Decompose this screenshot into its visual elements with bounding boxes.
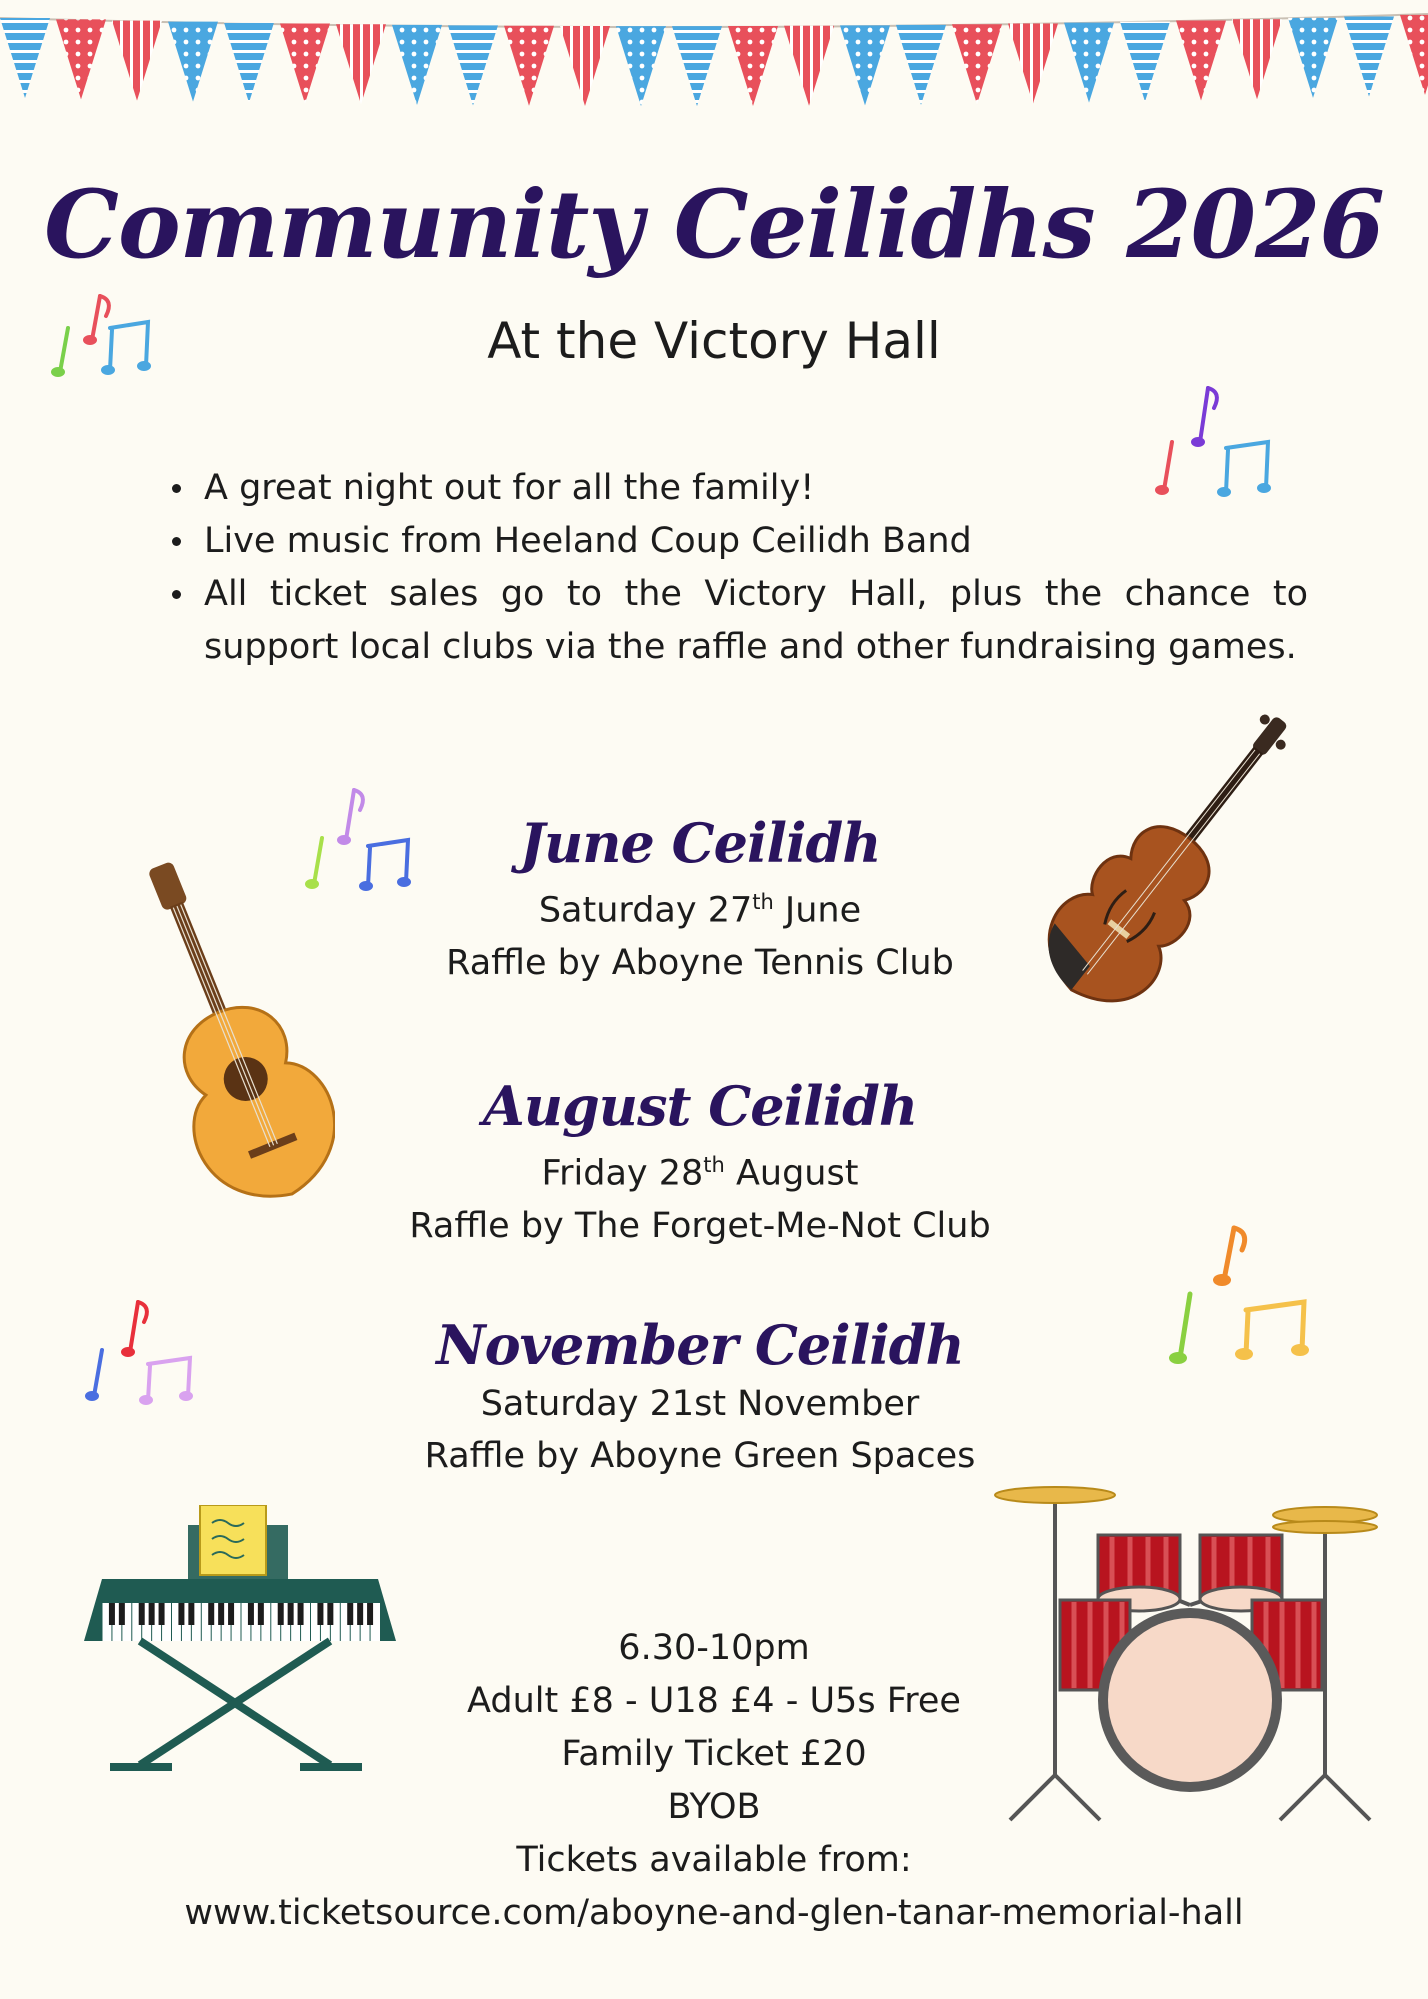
event-june — [300, 810, 1100, 989]
event-title: August Ceilidh — [482, 1074, 918, 1138]
bunting-flag — [728, 26, 778, 106]
bunting-flag — [1176, 21, 1226, 101]
bunting-flag — [448, 25, 498, 105]
music-notes-icon — [1164, 1222, 1314, 1372]
bunting-flag — [1008, 23, 1058, 103]
family-ticket: Family Ticket £20 — [561, 1734, 867, 1774]
bunting-flag — [1288, 18, 1338, 98]
event-raffle: Raffle by The Forget-Me-Not Club — [409, 1205, 991, 1246]
music-notes-icon — [48, 282, 158, 382]
event-august — [300, 1073, 1100, 1252]
event-date: Saturday 21st November — [480, 1384, 920, 1424]
bunting-flag — [280, 24, 330, 104]
bunting-flag — [1120, 22, 1170, 102]
event-november — [300, 1312, 1100, 1482]
event-title: November Ceilidh — [436, 1313, 964, 1377]
bunting-flag — [560, 26, 610, 106]
bunting-flag — [504, 26, 554, 106]
music-notes-icon — [82, 1296, 202, 1408]
list-item: Live music from Heeland Coup Ceilidh Band — [168, 515, 1308, 568]
bunting-flag — [1344, 16, 1394, 96]
violin-icon — [1035, 710, 1295, 1030]
bunting-flag — [1400, 15, 1428, 95]
event-date: Saturday 27th June — [538, 890, 862, 931]
byob-note: BYOB — [667, 1787, 761, 1827]
bunting-flag — [1232, 19, 1282, 99]
event-time: 6.30-10pm — [618, 1628, 810, 1668]
bunting-flag — [168, 22, 218, 102]
bunting-flag — [224, 23, 274, 103]
list-item: A great night out for all the family! — [168, 462, 1308, 515]
list-item: All ticket sales go to the Victory Hall, plus the chance to support local clubs via the raffle and other fundraising games. — [168, 568, 1308, 674]
page-title: Community Ceilidhs 2026 — [44, 170, 1384, 280]
page-subtitle: At the Victory Hall — [487, 312, 941, 370]
bunting-flag — [0, 18, 50, 98]
event-raffle: Raffle by Aboyne Green Spaces — [424, 1436, 976, 1476]
music-notes-icon — [1150, 380, 1280, 500]
bunting-flag — [616, 26, 666, 106]
bunting-flag — [672, 26, 722, 106]
ticket-prices: Adult £8 - U18 £4 - U5s Free — [467, 1681, 961, 1721]
tickets-label: Tickets available from: — [516, 1840, 912, 1880]
bunting-flag — [336, 24, 386, 104]
bunting-flag — [392, 25, 442, 105]
keyboard-icon — [80, 1505, 400, 1775]
acoustic-guitar-icon — [125, 860, 335, 1220]
bunting-flag — [840, 25, 890, 105]
feature-list — [168, 462, 1308, 674]
bunting-flag — [784, 26, 834, 106]
event-date: Friday 28th August — [541, 1153, 859, 1194]
event-title: June Ceilidh — [519, 811, 881, 875]
drum-kit-icon — [990, 1475, 1390, 1825]
bunting-flag — [112, 21, 162, 101]
ticket-url[interactable]: www.ticketsource.com/aboyne-and-glen-tanar-memorial-hall — [184, 1893, 1244, 1933]
event-raffle: Raffle by Aboyne Tennis Club — [446, 942, 954, 983]
bunting-flag — [896, 25, 946, 105]
bunting-decoration — [0, 0, 1428, 110]
bunting-flag — [1064, 23, 1114, 103]
bunting-flag — [952, 24, 1002, 104]
bunting-flag — [56, 19, 106, 99]
